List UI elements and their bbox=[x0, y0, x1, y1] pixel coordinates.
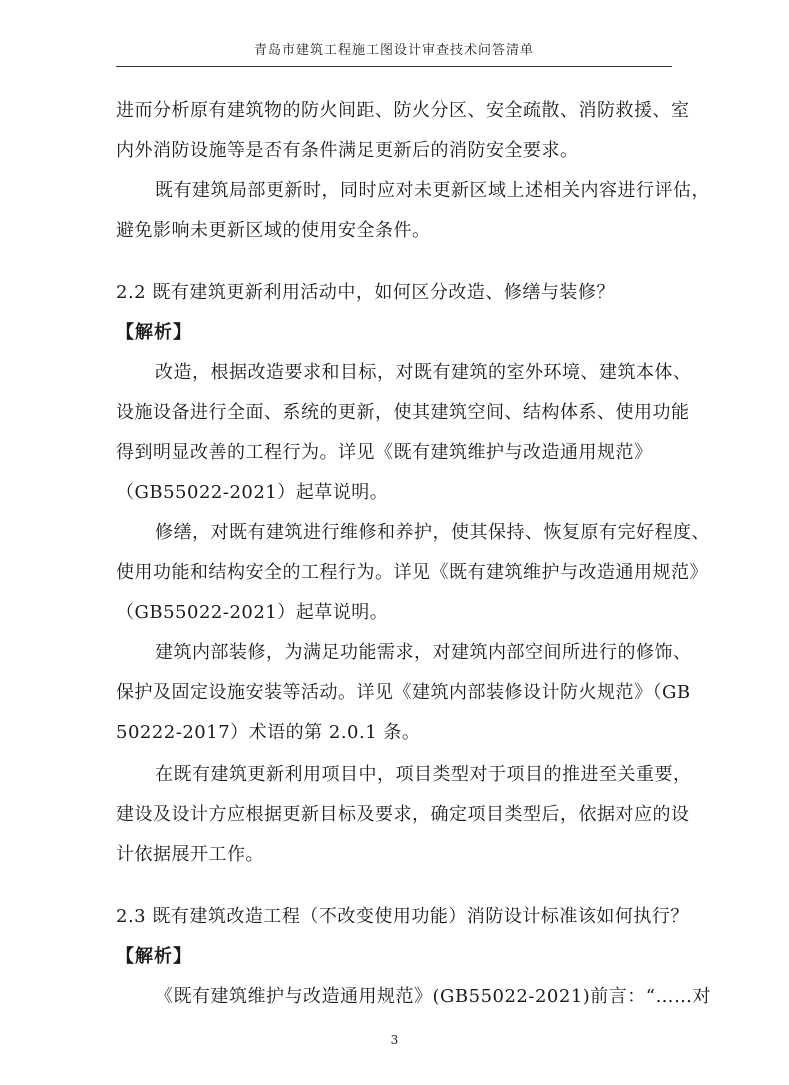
running-header: 青岛市建筑工程施工图设计审查技术问答清单 bbox=[253, 43, 534, 58]
section-question-2-3: 2.3 既有建筑改造工程（不改变使用功能）消防设计标准该如何执行？ bbox=[116, 906, 689, 927]
body-text-line: 修缮，对既有建筑进行维修和养护，使其保持、恢复原有完好程度、 bbox=[155, 522, 710, 543]
page-number: 3 bbox=[390, 1033, 399, 1047]
analysis-heading: 【解析】 bbox=[116, 946, 192, 967]
body-text-line: 50222-2017）术语的第 2.0.1 条。 bbox=[116, 722, 421, 743]
body-text-line: 保护及固定设施安装等活动。详见《建筑内部装修设计防火规范》（GB bbox=[116, 682, 691, 703]
header-divider bbox=[116, 66, 672, 67]
body-text-line: （GB55022-2021）起草说明。 bbox=[116, 482, 389, 503]
analysis-heading: 【解析】 bbox=[116, 322, 192, 343]
body-text-line: 使用功能和结构安全的工程行为。详见《既有建筑维护与改造通用规范》 bbox=[116, 562, 708, 583]
body-text-line: 计依据展开工作。 bbox=[116, 844, 264, 865]
body-text-line: 既有建筑局部更新时，同时应对未更新区域上述相关内容进行评估， bbox=[155, 180, 710, 201]
body-text-line: 建筑内部装修，为满足功能需求，对建筑内部空间所进行的修饰、 bbox=[155, 642, 692, 663]
body-text-line: 在既有建筑更新利用项目中，项目类型对于项目的推进至关重要， bbox=[155, 764, 692, 785]
body-text-line: 改造，根据改造要求和目标，对既有建筑的室外环境、建筑本体、 bbox=[155, 362, 692, 383]
body-text-line: 得到明显改善的工程行为。详见《既有建筑维护与改造通用规范》 bbox=[116, 442, 653, 463]
body-text-line: （GB55022-2021）起草说明。 bbox=[116, 602, 389, 623]
body-text-line: 《既有建筑维护与改造通用规范》(GB55022-2021)前言：“……对 bbox=[155, 986, 712, 1007]
body-text-line: 进而分析原有建筑物的防火间距、防火分区、安全疏散、消防救援、室 bbox=[116, 100, 690, 121]
body-text-line: 建设及设计方应根据更新目标及要求，确定项目类型后，依据对应的设 bbox=[116, 804, 690, 825]
body-text-line: 设施设备进行全面、系统的更新，使其建筑空间、结构体系、使用功能 bbox=[116, 402, 690, 423]
section-question-2-2: 2.2 既有建筑更新利用活动中，如何区分改造、修缮与装修？ bbox=[116, 282, 615, 303]
body-text-line: 避免影响未更新区域的使用安全条件。 bbox=[116, 220, 431, 241]
body-text-line: 内外消防设施等是否有条件满足更新后的消防安全要求。 bbox=[116, 140, 579, 161]
